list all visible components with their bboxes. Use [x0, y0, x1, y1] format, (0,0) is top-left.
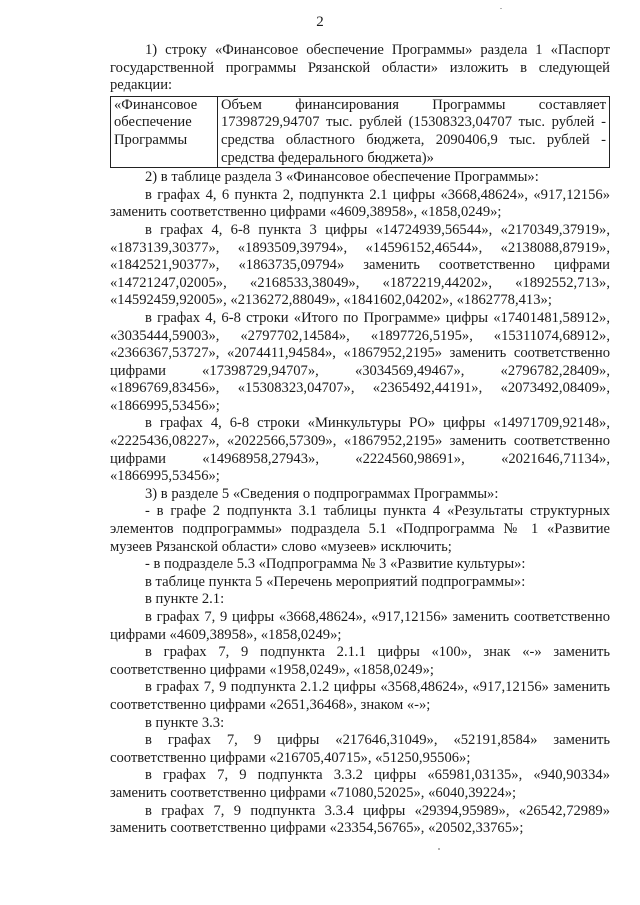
paragraph: в графах 7, 9 подпункта 2.1.2 цифры «3568,48624», «917,12156» заменить соответственно цифрами «2651,36468», знаком «-»; — [110, 679, 610, 713]
paragraph: в графах 7, 9 цифры «217646,31049», «52191,8584» заменить соответственно цифрами «216705,40715», «51250,95506»; — [110, 732, 610, 766]
paragraph: в графах 4, 6-8 строки «Итого по Программе» цифры «17401481,58912», «3035444,59003», «2797702,14584», «1897726,5195», «15311074,68912», «2366367,53727», «2074411,94584», «1867952,2195» заменить соответственно цифрами «17398729,94707», «3034569,49467», «2796782,28409», «1896769,83456», «15308323,04707», «2365492,44191», «2073492,08409», «1866995,53456»; — [110, 309, 610, 414]
paragraph: в графах 7, 9 цифры «3668,48624», «917,12156» заменить соответственно цифрами «4609,38958», «1858,0249»; — [110, 609, 610, 643]
paragraph: в таблице пункта 5 «Перечень мероприятий подпрограммы»: — [145, 573, 526, 590]
page-number: 2 — [316, 14, 324, 30]
paragraph: 3) в разделе 5 «Сведения о подпрограммах Программы»: — [145, 485, 499, 502]
paragraph: 2) в таблице раздела 3 «Финансовое обеспечение Программы»: — [145, 169, 539, 186]
table-cell-label: «Финансовое обеспечение Программы — [111, 96, 218, 167]
paragraph: в пункте 3.3: — [145, 714, 225, 731]
scan-speck — [438, 848, 440, 850]
paragraph: в пункте 2.1: — [145, 591, 225, 608]
paragraph: в графах 4, 6 пункта 2, подпункта 2.1 цифры «3668,48624», «917,12156» заменить соответственно цифрами «4609,38958», «1858,0249»; — [110, 186, 610, 221]
document-body — [110, 42, 610, 838]
intro-paragraph: 1) строку «Финансовое обеспечение Программы» раздела 1 «Паспорт государственной программы Рязанской области» изложить в следующей редакции: — [110, 42, 610, 94]
paragraph: в графах 7, 9 подпункта 3.3.4 цифры «29394,95989», «26542,72989» заменить соответственно цифрами «23354,56765», «20502,33765»; — [110, 802, 610, 837]
paragraph: в графах 7, 9 подпункта 3.3.2 цифры «65981,03135», «940,90334» заменить соответственно цифрами «71080,52025», «6040,39224»; — [110, 767, 610, 801]
paragraph: - в графе 2 подпункта 3.1 таблицы пункта 4 «Результаты структурных элементов подпрограммы» подраздела 5.1 «Подпрограмма № 1 «Развитие музеев Рязанской области» слово «музеев» исключить; — [110, 503, 610, 555]
paragraph: в графах 7, 9 подпункта 2.1.1 цифры «100», знак «-» заменить соответственно цифрами «1958,0249», «1858,0249»; — [110, 644, 610, 678]
paragraph: в графах 4, 6-8 пункта 3 цифры «14724939,56544», «2170349,37919», «1873139,30377», «1893509,39794», «14596152,46544», «2138088,87919», «1842521,90377», «1863735,09794» заменить соответственно цифрами «14721247,02005», «2168533,38049», «1872219,44202», «1892552,713», «14592459,92005», «2136272,88049», «1841602,04202», «1862778,413»; — [110, 221, 610, 309]
passport-table — [110, 96, 610, 168]
table-row — [111, 96, 610, 167]
paragraph: - в подразделе 5.3 «Подпрограмма № 3 «Развитие культуры»: — [145, 556, 526, 573]
scan-speck — [500, 8, 502, 9]
paragraph: в графах 4, 6-8 строки «Минкультуры РО» цифры «14971709,92148», «2225436,08227», «2022566,57309», «1867952,2195» заменить соответственно цифрами «14968958,27943», «2224560,98691», «2021646,71134», «1866995,53456»; — [110, 415, 610, 485]
table-cell-text: Объем финансирования Программы составляет 17398729,94707 тыс. рублей (15308323,04707 тыс. рублей - средства областного бюджета, 2090406,9 тыс. рублей - средства федерального бюджета)» — [218, 96, 610, 167]
